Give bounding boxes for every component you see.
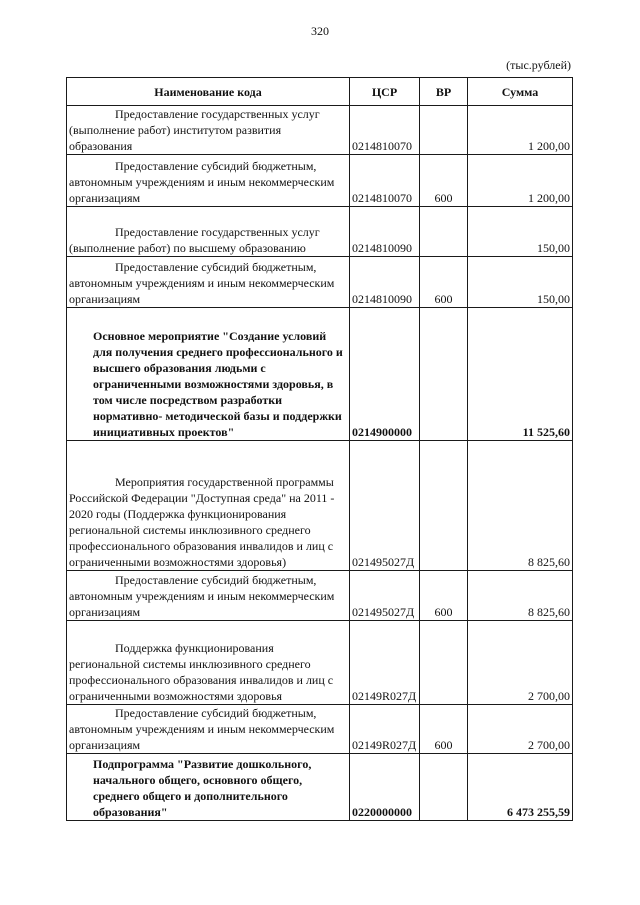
row-vr — [420, 441, 468, 571]
row-csr: 02149R027Д — [350, 621, 420, 705]
table-row — [67, 754, 573, 821]
row-vr: 600 — [420, 571, 468, 621]
row-vr: 600 — [420, 257, 468, 308]
row-csr: 0214810090 — [350, 207, 420, 257]
table-row — [67, 441, 573, 571]
row-sum: 2 700,00 — [468, 705, 573, 754]
page-number: 320 — [311, 24, 329, 38]
table-header-row — [67, 78, 573, 106]
row-csr: 0214810070 — [350, 155, 420, 207]
header-csr: ЦСР — [350, 78, 420, 106]
table-row — [67, 308, 573, 441]
row-name: Основное мероприятие "Создание условий для получения среднего профессионального и высшего образования людьми с ограниченными возможностями здоровья, в том числе посредством разработки нормативно- методической базы и поддержки инициативных проектов" — [67, 308, 350, 441]
row-name: Мероприятия государственной программы Российской Федерации "Доступная среда" на 2011 - 2020 годы (Поддержка функционирования региональной системы инклюзивного среднего профессионального образования инвалидов и лиц с ограниченными возможностями здоровья) — [67, 441, 350, 571]
row-csr: 0220000000 — [350, 754, 420, 821]
units-label: (тыс.рублей) — [506, 58, 571, 72]
table-row — [67, 705, 573, 754]
row-sum: 150,00 — [468, 207, 573, 257]
table-row — [67, 257, 573, 308]
row-sum: 11 525,60 — [468, 308, 573, 441]
row-sum: 1 200,00 — [468, 106, 573, 155]
row-vr: 600 — [420, 705, 468, 754]
header-vr: ВР — [420, 78, 468, 106]
row-name: Подпрограмма "Развитие дошкольного, начального общего, основного общего, среднего общего и дополнительного образования" — [67, 754, 350, 821]
row-sum: 8 825,60 — [468, 441, 573, 571]
row-sum: 2 700,00 — [468, 621, 573, 705]
row-csr: 0214810090 — [350, 257, 420, 308]
table-row — [67, 571, 573, 621]
row-sum: 1 200,00 — [468, 155, 573, 207]
row-csr: 02149R027Д — [350, 705, 420, 754]
row-name: Предоставление субсидий бюджетным, автономным учреждениям и иным некоммерческим организациям — [67, 571, 350, 621]
row-sum: 8 825,60 — [468, 571, 573, 621]
header-sum: Сумма — [468, 78, 573, 106]
row-name: Предоставление субсидий бюджетным, автономным учреждениям и иным некоммерческим организациям — [67, 257, 350, 308]
row-csr: 021495027Д — [350, 441, 420, 571]
row-vr — [420, 308, 468, 441]
table-row — [67, 207, 573, 257]
table-row — [67, 106, 573, 155]
row-name: Предоставление государственных услуг (выполнение работ) институтом развития образования — [67, 106, 350, 155]
row-vr — [420, 754, 468, 821]
row-name: Предоставление субсидий бюджетным, автономным учреждениям и иным некоммерческим организациям — [67, 155, 350, 207]
row-csr: 021495027Д — [350, 571, 420, 621]
row-vr — [420, 207, 468, 257]
table-row — [67, 621, 573, 705]
row-vr — [420, 621, 468, 705]
row-sum: 6 473 255,59 — [468, 754, 573, 821]
header-name: Наименование кода — [67, 78, 350, 106]
row-name: Поддержка функционирования региональной системы инклюзивного среднего профессионального образования инвалидов и лиц с ограниченными возможностями здоровья — [67, 621, 350, 705]
row-sum: 150,00 — [468, 257, 573, 308]
row-vr: 600 — [420, 155, 468, 207]
row-name: Предоставление государственных услуг (выполнение работ) по высшему образованию — [67, 207, 350, 257]
row-csr: 0214810070 — [350, 106, 420, 155]
table-row — [67, 155, 573, 207]
row-vr — [420, 106, 468, 155]
row-name: Предоставление субсидий бюджетным, автономным учреждениям и иным некоммерческим организациям — [67, 705, 350, 754]
budget-table — [66, 77, 573, 821]
row-csr: 0214900000 — [350, 308, 420, 441]
